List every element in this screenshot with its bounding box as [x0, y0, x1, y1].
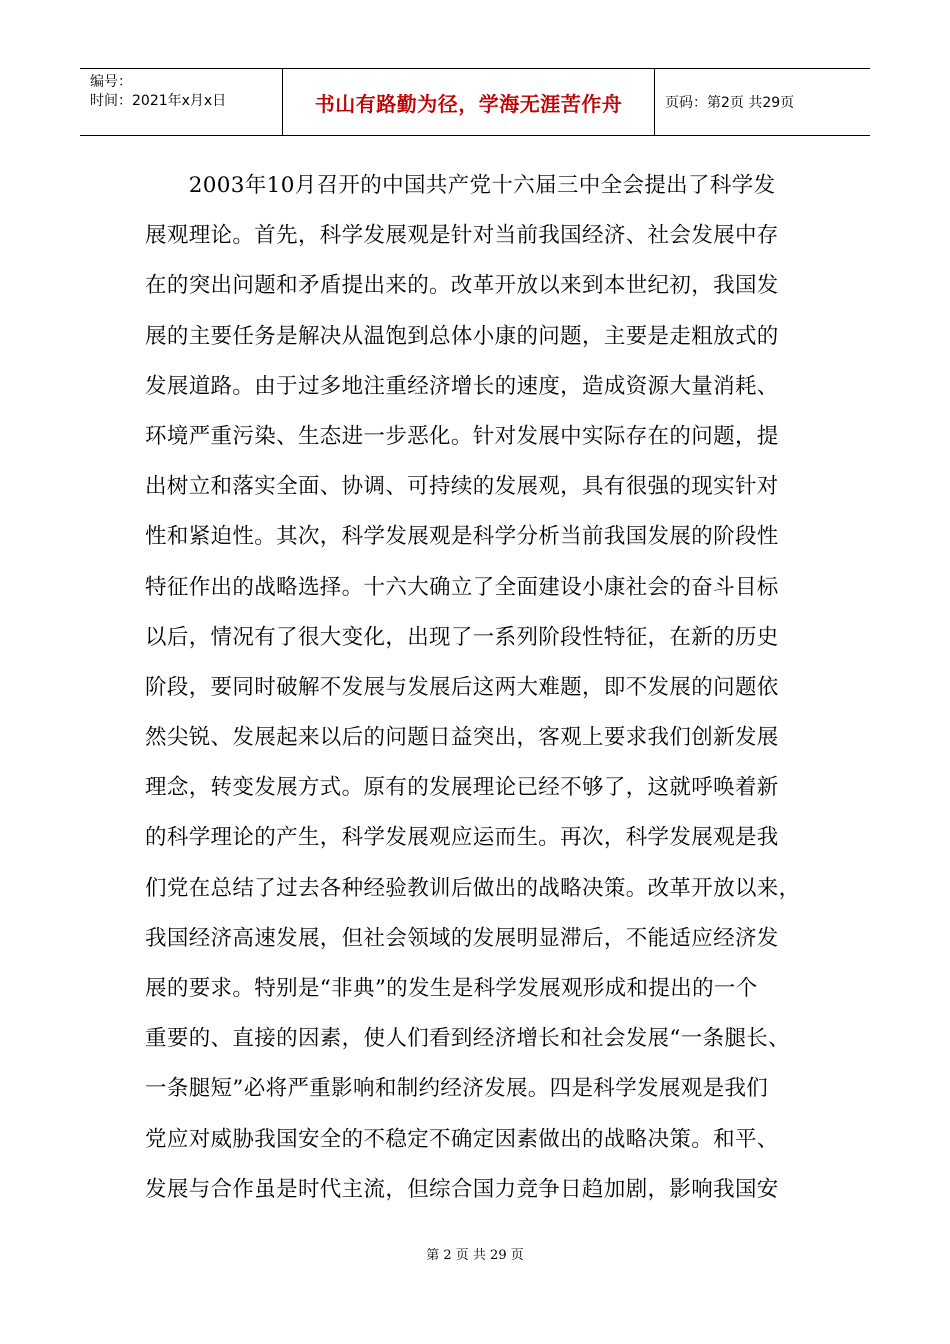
text-line: 理念，转变发展方式。原有的发展理论已经不够了，这就呼唤着新 [145, 775, 779, 801]
text-line: 性和紧迫性。其次，科学发展观是科学分析当前我国发展的阶段性 [145, 524, 779, 550]
text-line: 的科学理论的产生，科学发展观应运而生。再次，科学发展观是我 [145, 825, 779, 851]
header-motto: 书山有路勤为径，学海无涯苦作舟 [283, 69, 655, 135]
header-meta-cell [80, 69, 283, 135]
text-line: 在的突出问题和矛盾提出来的。改革开放以来到本世纪初，我国发 [145, 273, 779, 299]
serial-number-label: 编号： [90, 74, 132, 90]
text-line: 发展与合作虽是时代主流，但综合国力竞争日趋加剧，影响我国安 [145, 1176, 779, 1202]
text-line: 一条腿短”必将严重影响和制约经济发展。四是科学发展观是我们 [145, 1076, 769, 1102]
text-line: 发展道路。由于过多地注重经济增长的速度，造成资源大量消耗、 [145, 373, 779, 399]
text-line: 重要的、直接的因素，使人们看到经济增长和社会发展“一条腿长、 [145, 1026, 790, 1052]
text-line: 我国经济高速发展，但社会领域的发展明显滞后，不能适应经济发 [145, 925, 779, 951]
text-line: 展的要求。特别是“非典”的发生是科学发展观形成和提出的一个 [145, 976, 758, 1001]
text-line: 然尖锐、发展起来以后的问题日益突出，客观上要求我们创新发展 [145, 725, 779, 751]
document-header [80, 68, 870, 136]
text-line: 阶段，要同时破解不发展与发展后这两大难题，即不发展的问题依 [145, 674, 779, 700]
text-line: 展的主要任务是解决从温饱到总体小康的问题，主要是走粗放式的 [145, 323, 779, 349]
text-line: 党应对威胁我国安全的不稳定不确定因素做出的战略决策。和平、 [145, 1126, 779, 1152]
text-line: 以后，情况有了很大变化，出现了一系列阶段性特征，在新的历史 [145, 624, 779, 650]
date-label: 时间：2021年x月x日 [90, 93, 227, 109]
page-footer: 第 2 页 共 29 页 [426, 1248, 524, 1263]
text-line: 展观理论。首先，科学发展观是针对当前我国经济、社会发展中存 [145, 223, 779, 249]
header-page-info: 页码：第2页 共29页 [665, 95, 795, 111]
text-line: 2003年10月召开的中国共产党十六届三中全会提出了科学发 [145, 173, 776, 198]
text-line: 环境严重污染、生态进一步恶化。针对发展中实际存在的问题，提 [145, 423, 779, 449]
text-line: 们党在总结了过去各种经验教训后做出的战略决策。改革开放以来， [145, 875, 801, 901]
body-text [145, 161, 807, 1215]
text-line: 出树立和落实全面、协调、可持续的发展观，具有很强的现实针对 [145, 474, 779, 500]
text-line: 特征作出的战略选择。十六大确立了全面建设小康社会的奋斗目标 [145, 574, 779, 600]
